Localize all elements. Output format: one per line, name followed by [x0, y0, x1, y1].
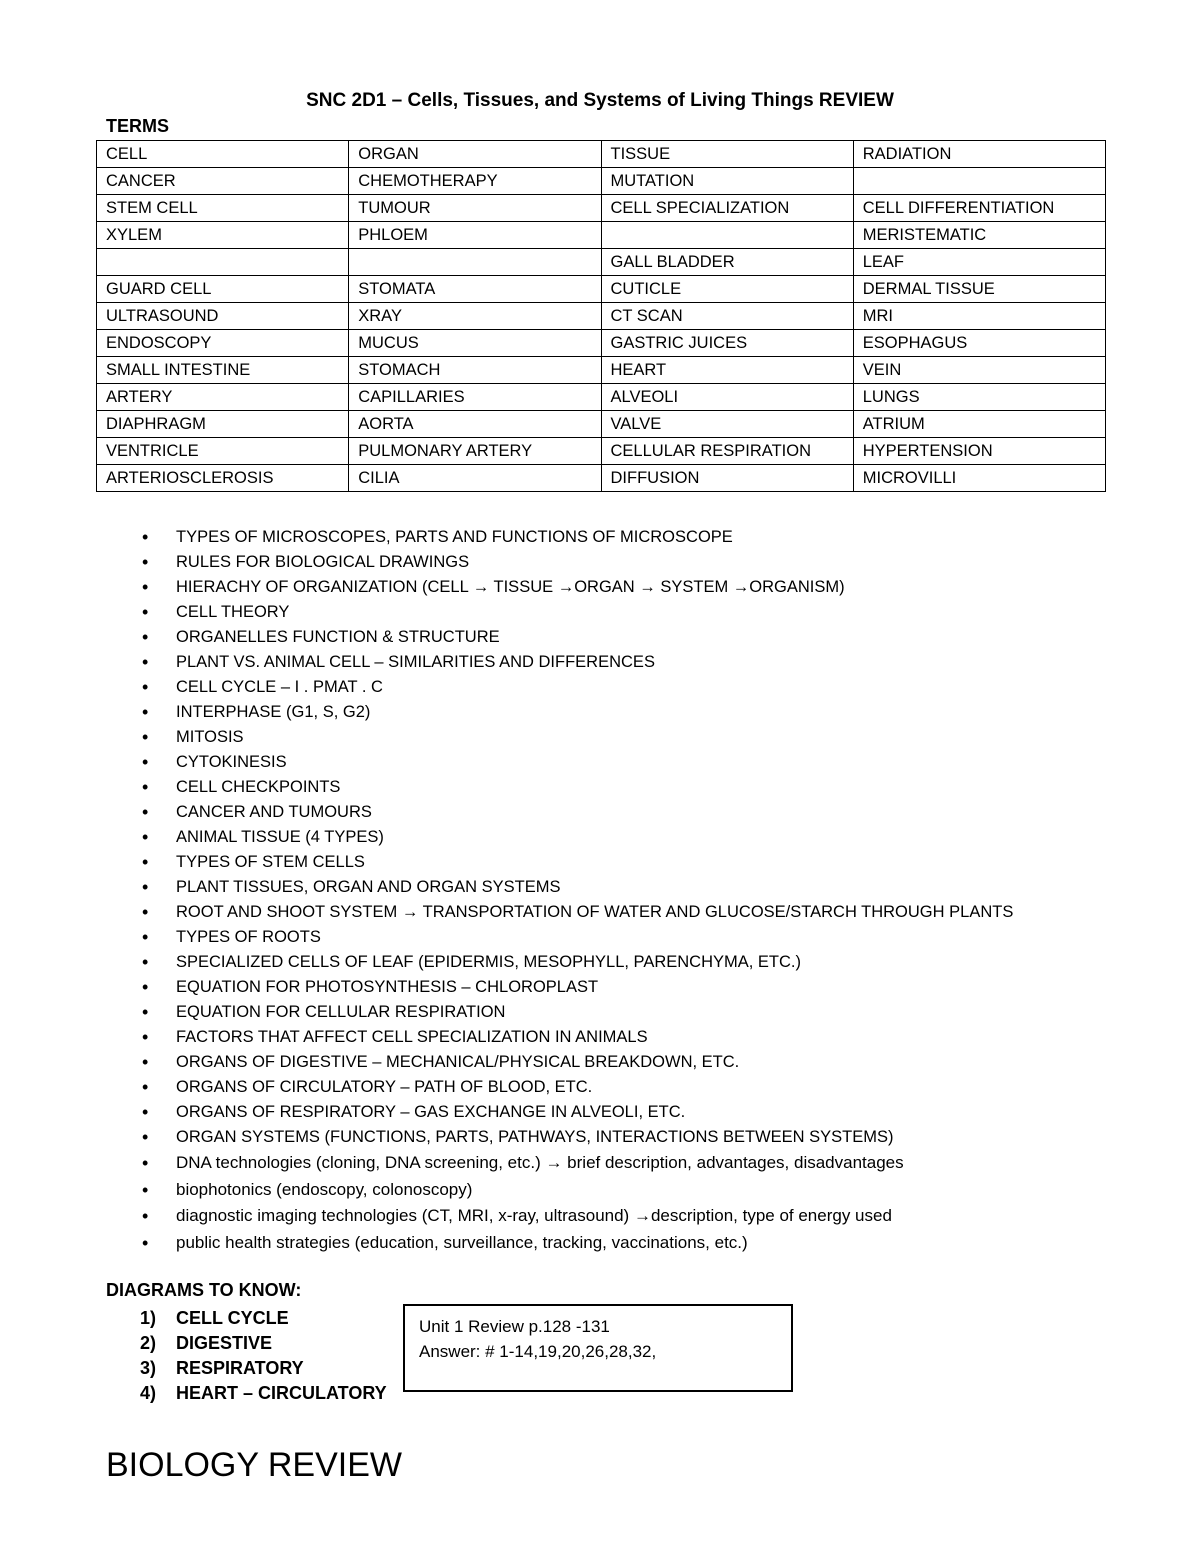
topic-item: • ORGANELLES FUNCTION & STRUCTURE — [140, 625, 1140, 650]
terms-label: TERMS — [106, 116, 169, 136]
topic-item: • RULES FOR BIOLOGICAL DRAWINGS — [140, 550, 1140, 575]
terms-row — [97, 276, 1106, 303]
topic-item: • MITOSIS — [140, 725, 1140, 750]
topic-item: • EQUATION FOR PHOTOSYNTHESIS – CHLOROPLAST — [140, 975, 1140, 1000]
terms-cell: ORGAN — [349, 141, 601, 168]
topic-item: • CELL CYCLE – I . PMAT . C — [140, 675, 1140, 700]
terms-cell: MERISTEMATIC — [853, 222, 1105, 249]
terms-cell — [97, 249, 349, 276]
terms-cell: STEM CELL — [97, 195, 349, 222]
terms-cell: HYPERTENSION — [853, 438, 1105, 465]
topic-item: • PLANT TISSUES, ORGAN AND ORGAN SYSTEMS — [140, 875, 1140, 900]
terms-cell: PHLOEM — [349, 222, 601, 249]
diagram-item — [140, 1331, 387, 1356]
terms-row — [97, 465, 1106, 492]
review-box-line1: Unit 1 Review p.128 -131 — [419, 1317, 610, 1336]
terms-cell: DERMAL TISSUE — [853, 276, 1105, 303]
topic-item: • HIERACHY OF ORGANIZATION (CELL → TISSUE →ORGAN → SYSTEM →ORGANISM) — [140, 575, 1140, 600]
topic-item: • TYPES OF ROOTS — [140, 925, 1140, 950]
topic-item: • CANCER AND TUMOURS — [140, 800, 1140, 825]
terms-cell: CAPILLARIES — [349, 384, 601, 411]
topic-item: • CELL THEORY — [140, 600, 1140, 625]
terms-cell: XRAY — [349, 303, 601, 330]
terms-cell: CT SCAN — [601, 303, 853, 330]
diagram-item-number: 3) — [140, 1358, 157, 1378]
terms-row — [97, 384, 1106, 411]
topic-item: • FACTORS THAT AFFECT CELL SPECIALIZATION IN ANIMALS — [140, 1025, 1140, 1050]
terms-cell: GASTRIC JUICES — [601, 330, 853, 357]
terms-cell: TUMOUR — [349, 195, 601, 222]
diagram-item — [140, 1356, 387, 1381]
topic-item: • CYTOKINESIS — [140, 750, 1140, 775]
terms-cell: CHEMOTHERAPY — [349, 168, 601, 195]
topic-item: • INTERPHASE (G1, S, G2) — [140, 700, 1140, 725]
terms-cell: DIAPHRAGM — [97, 411, 349, 438]
terms-cell: ARTERY — [97, 384, 349, 411]
terms-table — [96, 140, 1106, 492]
terms-cell: CELL DIFFERENTIATION — [853, 195, 1105, 222]
terms-cell: ENDOSCOPY — [97, 330, 349, 357]
terms-cell: LEAF — [853, 249, 1105, 276]
terms-cell: ARTERIOSCLEROSIS — [97, 465, 349, 492]
biology-review-heading: BIOLOGY REVIEW — [106, 1446, 403, 1484]
terms-cell: MICROVILLI — [853, 465, 1105, 492]
terms-cell: VALVE — [601, 411, 853, 438]
terms-cell: STOMATA — [349, 276, 601, 303]
terms-cell: GALL BLADDER — [601, 249, 853, 276]
diagram-item-label: HEART – CIRCULATORY — [176, 1383, 387, 1403]
diagram-item-label: CELL CYCLE — [176, 1308, 289, 1328]
terms-cell: SMALL INTESTINE — [97, 357, 349, 384]
terms-row — [97, 303, 1106, 330]
topic-item: • PLANT VS. ANIMAL CELL – SIMILARITIES AND DIFFERENCES — [140, 650, 1140, 675]
terms-cell: LUNGS — [853, 384, 1105, 411]
terms-cell: VENTRICLE — [97, 438, 349, 465]
topic-item: • SPECIALIZED CELLS OF LEAF (EPIDERMIS, MESOPHYLL, PARENCHYMA, ETC.) — [140, 950, 1140, 975]
topic-item: • TYPES OF MICROSCOPES, PARTS AND FUNCTIONS OF MICROSCOPE — [140, 525, 1140, 550]
review-box — [403, 1304, 793, 1392]
terms-cell: VEIN — [853, 357, 1105, 384]
terms-cell: CUTICLE — [601, 276, 853, 303]
terms-cell: ULTRASOUND — [97, 303, 349, 330]
terms-cell — [853, 168, 1105, 195]
terms-cell: STOMACH — [349, 357, 601, 384]
terms-cell: ESOPHAGUS — [853, 330, 1105, 357]
review-box-line2: Answer: # 1-14,19,20,26,28,32, — [419, 1342, 657, 1361]
terms-row — [97, 195, 1106, 222]
topic-item: • biophotonics (endoscopy, colonoscopy) — [140, 1177, 1140, 1204]
diagram-item — [140, 1381, 387, 1406]
topic-item: • ORGANS OF RESPIRATORY – GAS EXCHANGE IN ALVEOLI, ETC. — [140, 1100, 1140, 1125]
terms-cell: HEART — [601, 357, 853, 384]
terms-row — [97, 411, 1106, 438]
diagram-item-number: 1) — [140, 1308, 157, 1328]
diagram-item-label: DIGESTIVE — [176, 1333, 273, 1353]
terms-cell: PULMONARY ARTERY — [349, 438, 601, 465]
terms-row — [97, 438, 1106, 465]
terms-row — [97, 141, 1106, 168]
terms-cell — [601, 222, 853, 249]
terms-cell: AORTA — [349, 411, 601, 438]
terms-cell: ALVEOLI — [601, 384, 853, 411]
topic-item: • ORGANS OF DIGESTIVE – MECHANICAL/PHYSICAL BREAKDOWN, ETC. — [140, 1050, 1140, 1075]
topic-item: • ORGANS OF CIRCULATORY – PATH OF BLOOD, ETC. — [140, 1075, 1140, 1100]
diagram-item-number: 2) — [140, 1333, 157, 1353]
terms-cell: MRI — [853, 303, 1105, 330]
terms-cell — [349, 249, 601, 276]
topic-item: • TYPES OF STEM CELLS — [140, 850, 1140, 875]
terms-cell: CELL — [97, 141, 349, 168]
diagrams-list — [140, 1306, 387, 1406]
page-title: SNC 2D1 – Cells, Tissues, and Systems of Living Things REVIEW — [306, 90, 894, 111]
topic-item: • ANIMAL TISSUE (4 TYPES) — [140, 825, 1140, 850]
terms-row — [97, 168, 1106, 195]
topics-list — [140, 525, 1140, 1256]
terms-row — [97, 249, 1106, 276]
terms-cell: ATRIUM — [853, 411, 1105, 438]
terms-cell: MUCUS — [349, 330, 601, 357]
terms-cell: CELLULAR RESPIRATION — [601, 438, 853, 465]
topic-item: • DNA technologies (cloning, DNA screening, etc.) → brief description, advantages, disadvantages — [140, 1150, 1140, 1177]
terms-cell: CELL SPECIALIZATION — [601, 195, 853, 222]
terms-cell: CILIA — [349, 465, 601, 492]
diagrams-heading: DIAGRAMS TO KNOW: — [106, 1280, 302, 1300]
terms-cell: GUARD CELL — [97, 276, 349, 303]
diagram-item-label: RESPIRATORY — [176, 1358, 304, 1378]
topic-item: • ORGAN SYSTEMS (FUNCTIONS, PARTS, PATHWAYS, INTERACTIONS BETWEEN SYSTEMS) — [140, 1125, 1140, 1150]
terms-cell: RADIATION — [853, 141, 1105, 168]
terms-cell: TISSUE — [601, 141, 853, 168]
terms-row — [97, 357, 1106, 384]
topic-item: • EQUATION FOR CELLULAR RESPIRATION — [140, 1000, 1140, 1025]
diagram-item-number: 4) — [140, 1383, 157, 1403]
terms-cell: MUTATION — [601, 168, 853, 195]
terms-cell: XYLEM — [97, 222, 349, 249]
diagram-item — [140, 1306, 387, 1331]
topic-item: • public health strategies (education, surveillance, tracking, vaccinations, etc.) — [140, 1230, 1140, 1257]
topic-item: • CELL CHECKPOINTS — [140, 775, 1140, 800]
topic-item: • ROOT AND SHOOT SYSTEM → TRANSPORTATION OF WATER AND GLUCOSE/STARCH THROUGH PLANTS — [140, 900, 1140, 925]
terms-row — [97, 222, 1106, 249]
terms-row — [97, 330, 1106, 357]
terms-cell: CANCER — [97, 168, 349, 195]
terms-cell: DIFFUSION — [601, 465, 853, 492]
topic-item: • diagnostic imaging technologies (CT, MRI, x-ray, ultrasound) →description, type of energy used — [140, 1203, 1140, 1230]
